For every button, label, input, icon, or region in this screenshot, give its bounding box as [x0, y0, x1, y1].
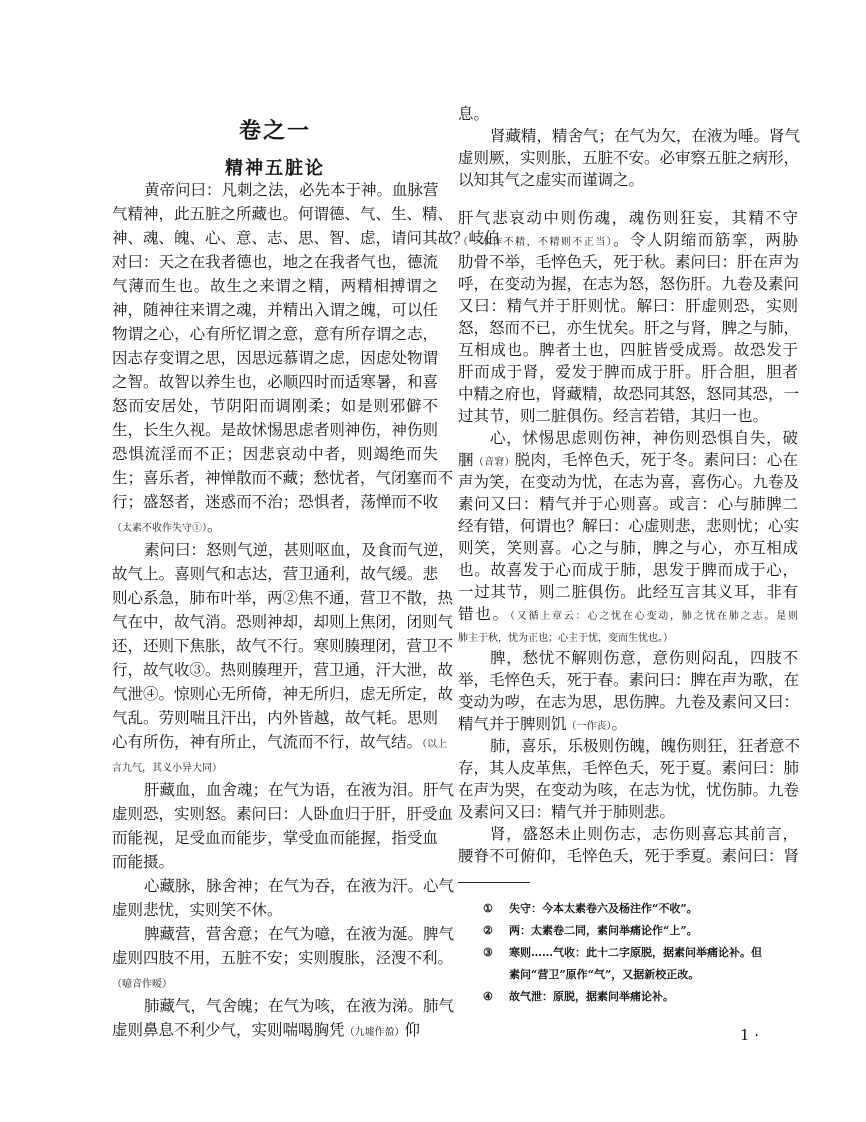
text-line: 互相成也。脾者土也，四脏皆受成焉。故恐发于: [458, 341, 798, 359]
text-line: 又曰：精气并于肝则忧。解曰：肝虚则恐，实则: [458, 297, 798, 315]
text-line: [458, 449, 798, 471]
text-line: 则笑，笑则喜。心之与肺，脾之与心，亦互相成: [458, 539, 798, 557]
annotation-note: （以上: [422, 739, 448, 750]
text-line: [458, 625, 798, 647]
volume-title: 卷之一: [238, 118, 311, 144]
text-line: 素问又曰：精气并于心则喜。或言：心与肺脾二: [458, 495, 798, 513]
footnote-text: 故气泄：原脱，据素问举痛论补。: [509, 990, 674, 1003]
text-line: 呼，在变动为握，在志为怒，怒伤肝。九卷及素问: [458, 275, 800, 293]
footnote: [483, 986, 803, 1008]
text-segment: 心有所伤，神有所止，气流而不行，故气结。: [112, 733, 423, 751]
text-line: 以知其气之虚实而谨调之。: [458, 171, 645, 189]
footnote-text: 失守：今本太素卷六及杨注作“不收”。: [509, 902, 698, 915]
text-line: 对曰：天之在我者德也，地之在我者气也，德流: [112, 253, 438, 271]
annotation-note: （一作丧）: [566, 721, 612, 732]
text-line: 之智。故智以养生也，必顺四时而适寒暑，和喜: [112, 373, 438, 391]
text-line: 气薄而生也。故生之来谓之精，两精相搏谓之: [112, 277, 438, 295]
text-segment: 错也。: [458, 605, 510, 623]
text-line: 经有错，何谓也？解曰：心虚则悲，悲则忧；心实: [458, 517, 800, 535]
paragraph: [112, 538, 455, 778]
text-line: 怒而安居处，节阴阳而调刚柔；如是则邪僻不: [112, 397, 438, 415]
text-line: [458, 713, 798, 735]
text-line: 及素问又曰：精气并于肺则悲。: [458, 803, 676, 821]
text-line: 生，长生久视。是故怵惕思虑者则神伤，神伤则: [112, 421, 438, 439]
text-line: 脾藏营，营舍意；在气为噫，在液为涎。脾气: [144, 925, 455, 943]
text-line: 黄帝问曰：凡刺之法，必先本于神。血脉营: [144, 181, 439, 199]
paragraph: [112, 874, 455, 922]
text-line: 气精神，此五脏之所藏也。何谓德、气、生、精、: [112, 205, 454, 223]
annotation-note: （九墟作盈）: [344, 1027, 405, 1038]
text-segment: 脱肉，毛悴色夭，死于冬。素问曰：心在: [514, 451, 798, 469]
text-line: 怒，怒而不已，亦生忧矣。肝之与肾，脾之与肺，: [458, 319, 800, 337]
text-line: 举，毛悴色夭，死于春。素问曰：脾在声为歌，在: [458, 671, 800, 689]
footnote-text: 寒则……气收：此十二字原脱，据素问举痛论补。但: [509, 946, 762, 959]
text-line: 行，故气收③。热则腠理开，营卫通，汗大泄，故: [112, 661, 454, 679]
annotation-note: （太素不收作失守①）: [112, 523, 207, 534]
text-line: 肾藏精，精舍气；在气为欠，在液为唾。肾气: [490, 127, 801, 145]
paragraph: [458, 103, 798, 125]
text-line: 气乱。劳则喘且汗出，内外皆越，故气耗。思则: [112, 709, 438, 727]
annotation-note: （音窘）: [473, 457, 515, 468]
text-line: 行；盛怒者，迷惑而不治；恐惧者，荡惮而不收: [112, 493, 438, 511]
footnote: [483, 942, 803, 964]
paragraph: [112, 778, 455, 874]
text-segment: 。: [611, 715, 628, 733]
footnote-number: ④: [483, 990, 493, 1003]
text-segment: 仰: [404, 1021, 421, 1039]
paragraph: [458, 823, 798, 867]
text-line: [112, 730, 448, 754]
footnote-divider: [458, 882, 530, 883]
text-line: [458, 603, 798, 625]
text-segment: 。令人阴缩而筋挛，两胁: [613, 231, 798, 249]
text-segment: 虚则鼻息不利少气，实则喘喝胸凭: [112, 1021, 345, 1039]
footnote-number: ②: [483, 924, 493, 937]
text-line: 肝气悲哀动中则伤魂，魂伤则狂妄，其精不守: [458, 209, 798, 227]
text-line: 肾，盛怒未止则伤志，志伤则喜忘其前言，: [490, 825, 798, 843]
text-line: 还，还则下焦胀，故气不行。寒则腠理闭，营卫不: [112, 637, 454, 655]
text-line: 在声为哭，在变动为咳，在志为忧，忧伤肺。九卷: [458, 781, 800, 799]
paragraph: [112, 994, 455, 1042]
footnotes: [483, 898, 803, 1008]
text-line: 变动为哕，在志为思，思伤脾。九卷及素问又曰：: [458, 693, 800, 711]
text-line: 过其节，则二脏俱伤。经言若错，其归一也。: [458, 407, 769, 425]
text-line: [458, 229, 798, 251]
text-line: 腰脊不可俯仰，毛悴色夭，死于季夏。素问曰：肾: [458, 847, 800, 865]
footnote-number: ③: [483, 946, 493, 959]
text-line: 肺藏气，气舍魄；在气为咳，在液为涕。肺气: [144, 997, 455, 1015]
annotation-note: （又循上章云：心之忧在心变动，肺之忧在肺之志。是则: [509, 611, 798, 622]
text-segment: 䐃: [458, 451, 474, 469]
paragraph-gap: [458, 191, 798, 207]
text-line: 中精之府也，肾藏精，故恐同其怒，怒同其恐，一: [458, 385, 800, 403]
text-line: 恐惧流淫而不正；因悲哀动中者，则竭绝而失: [112, 445, 438, 463]
text-segment: 。: [207, 517, 223, 535]
annotation-note: （一本作不精，不精则不正当）: [458, 237, 614, 248]
text-line: 也。故喜发于心而成于肺，思发于脾而成于心，: [458, 561, 798, 579]
text-line: 则心系急，肺布叶举，两②焦不通，营卫不散，热: [112, 589, 454, 607]
text-line: 因志存变谓之思，因思远慕谓之虑，因虑处物谓: [112, 349, 438, 367]
footnote-text: 两：太素卷二同，素问举痛论作“上”。: [509, 924, 698, 937]
text-line: 而能视，足受血而能步，掌受血而能握，指受血: [112, 829, 438, 847]
text-line: [112, 754, 438, 778]
text-line: 心，怵惕思虑则伤神，神伤则恐惧自失，破: [490, 429, 798, 447]
text-line: 存，其人皮革焦，毛悴色夭，死于夏。素问曰：肺: [458, 759, 800, 777]
text-line: 生；喜乐者，神惮散而不藏；愁忧者，气闭塞而不: [112, 469, 454, 487]
text-line: 神、魂、魄、心、意、志、思、智、虑，请问其故？岐伯: [112, 229, 500, 247]
text-line: 息。: [458, 105, 490, 123]
footnote-number: ①: [483, 902, 493, 915]
section-title: 精神五脏论: [225, 158, 325, 179]
footnote: [483, 898, 803, 920]
right-text-column: [458, 103, 801, 867]
text-line: 故气上。喜则气和志达，营卫通利，故气缓。悲: [112, 565, 438, 583]
text-line: [112, 970, 438, 994]
paragraph: [458, 647, 798, 735]
annotation-note: 言九气，其义小异大同）: [112, 763, 222, 774]
text-line: 气在中，故气消。恐则神却，却则上焦闭，闭则气: [112, 613, 454, 631]
footnote: 素问“营卫”原作“气”，又据新校正改。: [509, 968, 700, 981]
text-line: 肺，喜乐，乐极则伤魄，魄伤则狂，狂者意不: [490, 737, 801, 755]
text-line: [112, 514, 438, 538]
text-line: 虚则四肢不用，五脏不安；实则腹胀，泾溲不利。: [112, 949, 454, 967]
paragraph: [458, 427, 798, 647]
text-line: 脾，愁忧不解则伤意，意伤则闷乱，四肢不: [490, 649, 798, 667]
text-line: 神，随神往来谓之魂，并精出入谓之魄，可以任: [112, 301, 438, 319]
text-line: 虚则恐，实则怒。素问曰：人卧血归于肝，肝受血: [112, 805, 454, 823]
paragraph: [458, 735, 801, 823]
text-line: 声为笑，在变动为忧，在志为喜，喜伤心。九卷及: [458, 473, 800, 491]
text-segment: 精气并于脾则饥: [458, 715, 567, 733]
text-line: 素问曰：怒则气逆，甚则呕血，及食而气逆，: [144, 541, 455, 559]
text-line: 肋骨不举，毛悴色夭，死于秋。素问曰：肝在声为: [458, 253, 800, 271]
text-line: 肝藏血，血舍魂；在气为语，在液为泪。肝气: [144, 781, 455, 799]
text-line: 虚则悲忧，实则笑不休。: [112, 901, 283, 919]
paragraph: [458, 125, 801, 191]
paragraph: [112, 922, 455, 994]
text-line: 一过其节，则二脏俱伤。此经互言其义耳，非有: [458, 583, 798, 601]
text-line: 心藏脉，脉舍神；在气为吞，在液为汗。心气: [144, 877, 455, 895]
text-line: 而能摄。: [112, 853, 175, 871]
text-line: 物谓之心，心有所忆谓之意，意有所存谓之志，: [112, 325, 438, 343]
text-line: 虚则厥，实则胀，五脏不安。必审察五脏之病形，: [458, 149, 800, 167]
page-number: 1 ·: [740, 1026, 760, 1044]
text-line: 肝而成于肾，爱发于脾而成于肝。肝合胆，胆者: [458, 363, 798, 381]
text-line: 气泄④。惊则心无所倚，神无所归，虑无所定，故: [112, 685, 454, 703]
text-line: [112, 1018, 438, 1042]
footnote: [483, 920, 803, 942]
annotation-note: （噫音作嗳）: [112, 979, 172, 990]
annotation-note: 肺主于秋，忧为正也；心主于忧，变而生忧也。）: [458, 633, 673, 644]
paragraph: [458, 207, 798, 427]
